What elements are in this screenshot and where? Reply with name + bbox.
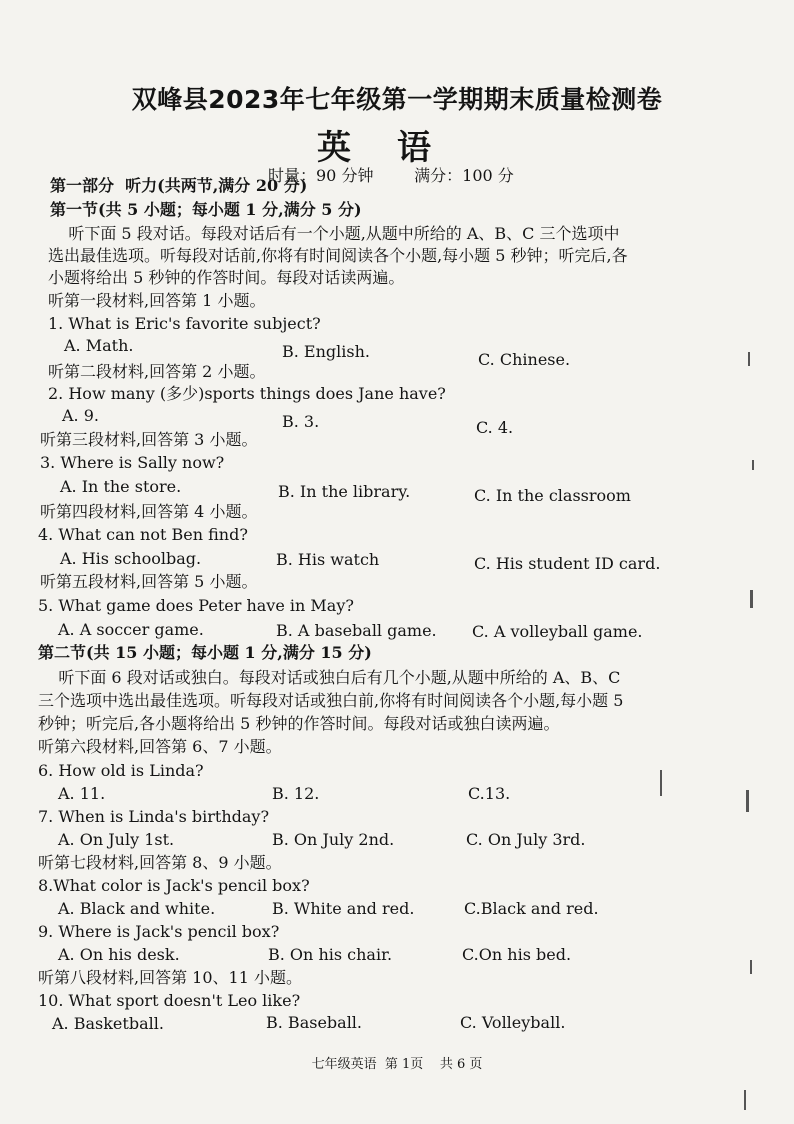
exam-score: 满分：100 分 — [414, 166, 514, 185]
option-a: A. On July 1st. — [58, 830, 175, 849]
material-instruction: 听第七段材料,回答第 8、9 小题。 — [38, 853, 282, 872]
option-b: B. On July 2nd. — [272, 830, 395, 849]
material-instruction: 听第二段材料,回答第 2 小题。 — [48, 362, 266, 381]
scan-speck — [748, 352, 750, 366]
section2-instruction: 秒钟；听完后,各小题将给出 5 秒钟的作答时间。每段对话或独白读两遍。 — [38, 714, 560, 733]
option-c: C. Volleyball. — [460, 1013, 566, 1032]
question-text: 2. How many (多少)sports things does Jane have? — [48, 384, 446, 403]
material-instruction: 听第三段材料,回答第 3 小题。 — [40, 430, 258, 449]
exam-time: 时量：90 分钟 — [268, 166, 374, 185]
question-text: 3. Where is Sally now? — [40, 453, 225, 472]
option-a: A. Black and white. — [58, 899, 216, 918]
option-a: A. Math. — [64, 336, 134, 355]
option-a: A. A soccer game. — [58, 620, 204, 639]
question-text: 7. When is Linda's birthday? — [38, 807, 270, 826]
option-c: C. Chinese. — [478, 350, 571, 369]
material-instruction: 听第八段材料,回答第 10、11 小题。 — [38, 968, 302, 987]
page-footer — [0, 1053, 794, 1072]
option-b: B. 3. — [282, 412, 320, 431]
option-b: B. On his chair. — [268, 945, 393, 964]
option-b: B. A baseball game. — [276, 621, 437, 640]
exam-title: 双峰县2023年七年级第一学期期末质量检测卷 — [131, 85, 663, 114]
section2-instruction: 听下面 6 段对话或独白。每段对话或独白后有几个小题,从题中所给的 A、B、C — [38, 668, 621, 687]
question-text: 4. What can not Ben find? — [38, 525, 248, 544]
subject-title: 英语 — [317, 128, 477, 168]
scan-speck — [744, 1090, 746, 1110]
option-a: A. His schoolbag. — [60, 549, 202, 568]
option-b: B. Baseball. — [266, 1013, 363, 1032]
part1-heading: 第一部分 听力(共两节,满分 20 分) — [50, 176, 308, 195]
option-c: C.On his bed. — [462, 945, 572, 964]
option-c: C.Black and red. — [464, 899, 599, 918]
section2-instruction: 三个选项中选出最佳选项。听每段对话或独白前,你将有时间阅读各个小题,每小题 5 — [38, 691, 624, 710]
question-text: 6. How old is Linda? — [38, 761, 204, 780]
option-c: C.13. — [468, 784, 511, 803]
question-text: 5. What game does Peter have in May? — [38, 596, 354, 615]
section1-heading: 第一节(共 5 小题；每小题 1 分,满分 5 分) — [50, 200, 362, 219]
option-b: B. 12. — [272, 784, 320, 803]
option-b: B. His watch — [276, 550, 380, 569]
material-instruction: 听第六段材料,回答第 6、7 小题。 — [38, 737, 282, 756]
scan-speck — [660, 770, 662, 796]
option-a: A. 9. — [62, 406, 99, 425]
option-c: C. In the classroom — [474, 486, 631, 505]
option-c: C. 4. — [476, 418, 514, 437]
option-c: C. His student ID card. — [474, 554, 661, 573]
option-b: B. English. — [282, 342, 370, 361]
question-text: 10. What sport doesn't Leo like? — [38, 991, 301, 1010]
footer-total: 共 6 页 — [439, 1057, 483, 1072]
question-text: 8.What color is Jack's pencil box? — [38, 876, 310, 895]
option-c: C. A volleyball game. — [472, 622, 643, 641]
scan-speck — [750, 960, 752, 974]
scan-speck — [746, 790, 749, 812]
option-a: A. On his desk. — [58, 945, 180, 964]
material-instruction: 听第一段材料,回答第 1 小题。 — [48, 291, 266, 310]
footer-label: 七年级英语 — [311, 1057, 377, 1072]
option-a: A. 11. — [58, 784, 106, 803]
question-text: 1. What is Eric's favorite subject? — [48, 314, 321, 333]
option-a: A. Basketball. — [52, 1014, 164, 1033]
section2-heading: 第二节(共 15 小题；每小题 1 分,满分 15 分) — [38, 643, 372, 662]
option-c: C. On July 3rd. — [466, 830, 586, 849]
scan-speck — [750, 590, 753, 608]
option-b: B. White and red. — [272, 899, 415, 918]
material-instruction: 听第四段材料,回答第 4 小题。 — [40, 502, 258, 521]
section1-instruction: 听下面 5 段对话。每段对话后有一个小题,从题中所给的 A、B、C 三个选项中 — [48, 224, 620, 243]
option-b: B. In the library. — [278, 482, 411, 501]
question-text: 9. Where is Jack's pencil box? — [38, 922, 280, 941]
footer-page: 第 1页 — [384, 1057, 424, 1072]
section1-instruction: 选出最佳选项。听每段对话前,你将有时间阅读各个小题,每小题 5 秒钟；听完后,各 — [48, 246, 628, 265]
scan-speck — [752, 460, 754, 470]
section1-instruction: 小题将给出 5 秒钟的作答时间。每段对话读两遍。 — [48, 268, 405, 287]
material-instruction: 听第五段材料,回答第 5 小题。 — [40, 572, 258, 591]
option-a: A. In the store. — [60, 477, 182, 496]
